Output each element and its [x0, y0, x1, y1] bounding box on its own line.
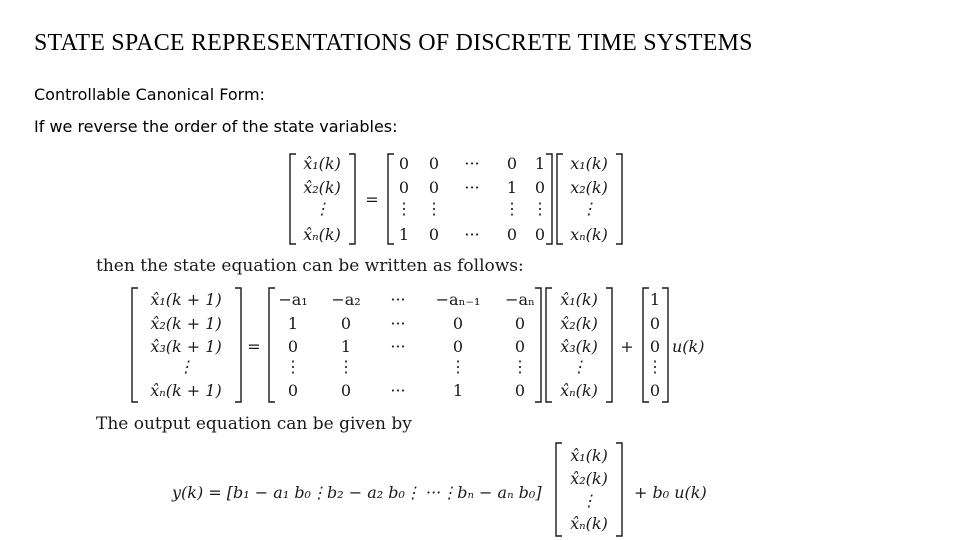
eq3-state-entry: x̂₁(k): [570, 446, 608, 465]
eq2-input-entry: 1: [649, 290, 661, 309]
intro-text: If we reverse the order of the state variables:: [34, 117, 398, 136]
eq1-matrix-cell: 0: [398, 178, 410, 197]
eq2-state-entry: ⋮: [571, 357, 587, 376]
eq2-input-entry: 0: [649, 381, 661, 400]
state-equation-text: then the state equation can be written as follows:: [96, 256, 524, 276]
eq1-matrix-cell: 1: [534, 154, 546, 173]
eq2-matrix-cell: ···: [390, 314, 406, 333]
eq2-matrix-cell: 0: [514, 337, 526, 356]
eq2-input-entry: ⋮: [647, 357, 663, 376]
eq1-lhs-entry: ⋮: [314, 199, 330, 218]
eq2-lhs-bracket-right: [235, 288, 241, 402]
eq1-matrix-cell: ···: [464, 154, 480, 173]
equals-sign: =: [365, 190, 379, 209]
eq1-matrix-bracket-left: [388, 154, 394, 244]
eq1-matrix-cell: 0: [506, 154, 518, 173]
eq1-matrix-cell: ⋮: [426, 199, 442, 218]
eq2-lhs-bracket-left: [132, 288, 138, 402]
eq2-matrix-cell: −aₙ₋₁: [435, 290, 481, 309]
eq1-lhs-bracket-left: [290, 154, 296, 244]
eq1-matrix-cell: 0: [534, 225, 546, 244]
eq1-lhs-bracket-right: [349, 154, 355, 244]
eq1-matrix-cell: ⋮: [532, 199, 548, 218]
eq1-rhs-entry: x₁(k): [570, 154, 608, 173]
eq2-state-entry: x̂₂(k): [560, 314, 598, 333]
eq1-lhs-entry: x̂₂(k): [303, 178, 341, 197]
eq2-matrix-cell: ···: [390, 337, 406, 356]
eq3-feedthrough: + b₀ u(k): [634, 483, 707, 502]
eq1-matrix-cell: 0: [428, 178, 440, 197]
eq2-lhs-entry: x̂₂(k + 1): [150, 314, 222, 333]
eq1-matrix-cell: 0: [428, 154, 440, 173]
eq1-matrix-cell: 0: [428, 225, 440, 244]
eq2-matrix-bracket-left: [269, 288, 275, 402]
eq2-matrix-cell: ⋮: [285, 357, 301, 376]
eq2-state-entry: x̂₃(k): [560, 337, 598, 356]
eq3-output-row: y(k) = [b₁ − a₁ b₀⋮b₂ − a₂ b₀⋮ ···⋮bₙ − aₙ b₀]: [172, 483, 542, 502]
eq1-matrix-cell: 0: [534, 178, 546, 197]
eq2-state-entry: x̂ₙ(k): [560, 381, 598, 400]
output-equation-text: The output equation can be given by: [96, 414, 412, 434]
eq2-lhs-entry: x̂₃(k + 1): [150, 337, 222, 356]
eq2-matrix-cell: 0: [287, 337, 299, 356]
eq1-matrix-cell: ⋮: [504, 199, 520, 218]
eq2-matrix-cell: 0: [514, 314, 526, 333]
eq3-state-bracket-right: [616, 443, 622, 536]
eq2-matrix-cell: 0: [452, 337, 464, 356]
eq2-matrix-cell: −a₁: [278, 290, 308, 309]
eq2-lhs-entry: ⋮: [178, 357, 194, 376]
eq2-matrix-cell: 1: [452, 381, 464, 400]
eq1-matrix-cell: 1: [506, 178, 518, 197]
eq2-matrix-cell: ⋮: [512, 357, 528, 376]
page-title: STATE SPACE REPRESENTATIONS OF DISCRETE TIME SYSTEMS: [34, 30, 753, 56]
eq2-input-entry: 0: [649, 337, 661, 356]
eq2-matrix-cell: ···: [390, 290, 406, 309]
eq2-matrix-cell: 1: [287, 314, 299, 333]
eq2-lhs-entry: x̂₁(k + 1): [150, 290, 222, 309]
eq1-lhs-entry: x̂ₙ(k): [303, 225, 341, 244]
eq2-matrix-cell: ⋮: [450, 357, 466, 376]
eq2-matrix-cell: −aₙ: [505, 290, 535, 309]
eq2-matrix-cell: ⋮: [338, 357, 354, 376]
eq1-rhs-entry: x₂(k): [570, 178, 608, 197]
section-heading: Controllable Canonical Form:: [34, 85, 265, 104]
eq2-matrix-cell: 0: [514, 381, 526, 400]
eq2-state-entry: x̂₁(k): [560, 290, 598, 309]
eq2-matrix-cell: 1: [340, 337, 352, 356]
eq3-state-bracket-left: [556, 443, 562, 536]
eq2-matrix-bracket-right: [535, 288, 541, 402]
plus-sign: +: [620, 337, 634, 356]
eq2-matrix-cell: 0: [340, 314, 352, 333]
eq1-matrix-cell: 0: [398, 154, 410, 173]
eq1-matrix-cell: ···: [464, 225, 480, 244]
eq1-matrix-cell: ···: [464, 178, 480, 197]
eq3-state-entry: ⋮: [581, 491, 597, 510]
eq2-input-entry: 0: [649, 314, 661, 333]
eq2-matrix-cell: 0: [452, 314, 464, 333]
eq2-input-bracket-left: [643, 288, 649, 402]
eq2-matrix-cell: 0: [287, 381, 299, 400]
eq2-matrix-cell: ···: [390, 381, 406, 400]
eq1-rhs-bracket-left: [557, 154, 563, 244]
eq1-rhs-entry: ⋮: [581, 199, 597, 218]
eq2-state-bracket-left: [546, 288, 552, 402]
eq1-rhs-bracket-right: [616, 154, 622, 244]
eq2-input-bracket-right: [662, 288, 668, 402]
eq1-matrix-cell: 0: [506, 225, 518, 244]
eq1-lhs-entry: x̂₁(k): [303, 154, 341, 173]
eq1-matrix-cell: ⋮: [396, 199, 412, 218]
eq2-state-bracket-right: [606, 288, 612, 402]
eq3-state-entry: x̂₂(k): [570, 469, 608, 488]
eq2-input-label: u(k): [672, 337, 705, 356]
eq2-matrix-cell: 0: [340, 381, 352, 400]
eq2-lhs-entry: x̂ₙ(k + 1): [150, 381, 222, 400]
eq3-state-entry: x̂ₙ(k): [570, 514, 608, 533]
equals-sign: =: [247, 337, 261, 356]
eq1-rhs-entry: xₙ(k): [570, 225, 608, 244]
eq2-matrix-cell: −a₂: [331, 290, 361, 309]
eq1-matrix-cell: 1: [398, 225, 410, 244]
